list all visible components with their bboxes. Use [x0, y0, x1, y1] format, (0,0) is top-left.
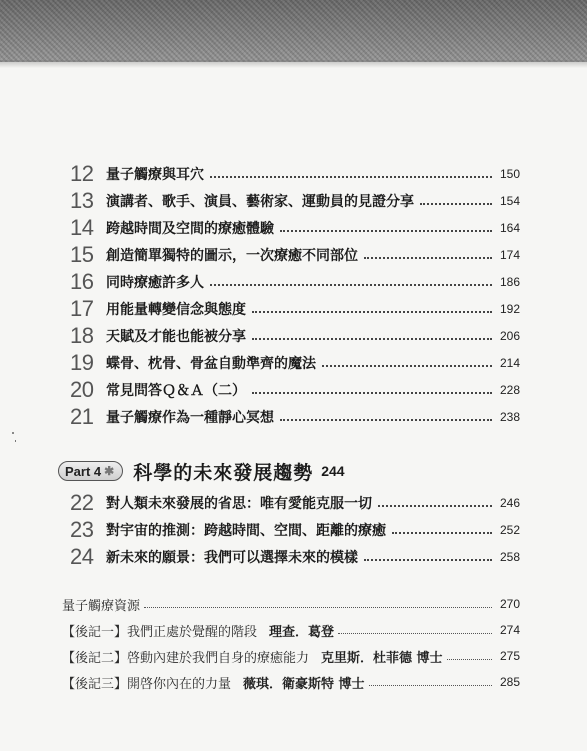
- chapter-title: 量子觸療作為一種靜心冥想: [106, 410, 274, 426]
- page-number: 192: [499, 302, 520, 316]
- toc-entry[interactable]: [70, 268, 520, 296]
- chapter-number: 18: [70, 323, 94, 348]
- dot-leader: [280, 419, 492, 421]
- appendix-title: 【後記一】我們正處於覺醒的階段: [62, 624, 258, 640]
- dot-leader: [338, 633, 492, 634]
- toc-entry[interactable]: [70, 543, 520, 571]
- page-number: 228: [499, 383, 520, 397]
- appendix-title: 量子觸療資源: [62, 598, 141, 614]
- page-number: 154: [499, 194, 520, 208]
- chapter-number: 15: [70, 242, 94, 267]
- chapter-title: 對人類未來發展的省思：唯有愛能克服一切: [106, 496, 372, 512]
- chapter-number: 14: [70, 215, 94, 240]
- chapter-title: 蝶骨、枕骨、骨盆自動準齊的魔法: [106, 356, 316, 372]
- chapter-title: 天賦及才能也能被分享: [106, 329, 246, 345]
- appendix-title: 【後記三】開啓你內在的力量: [62, 676, 232, 692]
- appendix-title: 【後記二】啓動內建於我們自身的療癒能力: [62, 650, 310, 666]
- chapter-number: 19: [70, 350, 94, 375]
- page-number: 258: [499, 550, 520, 564]
- page-number: 275: [499, 649, 520, 663]
- dot-leader: [210, 176, 492, 178]
- dot-leader: [280, 230, 492, 232]
- dot-leader: [378, 505, 492, 507]
- chapter-title: 用能量轉變信念與態度: [106, 302, 246, 318]
- part-header[interactable]: [58, 458, 518, 484]
- dot-leader: [364, 257, 492, 259]
- chapter-title: 量子觸療與耳穴: [106, 167, 204, 183]
- part-title: 科學的未來發展趨勢: [133, 461, 314, 484]
- toc-entry[interactable]: [70, 376, 520, 404]
- page-number: 285: [499, 675, 520, 689]
- scan-speck: [12, 432, 14, 434]
- chapter-number: 16: [70, 269, 94, 294]
- appendix-author: 理查．葛登: [269, 624, 335, 640]
- header-shadow: [0, 60, 587, 68]
- dot-leader: [420, 203, 492, 205]
- toc-entry[interactable]: [70, 322, 520, 350]
- chapter-title: 對宇宙的推測：跨越時間、空間、距離的療癒: [106, 523, 386, 539]
- appendix-author: 薇琪．衛豪斯特 博士: [243, 676, 365, 692]
- chapter-title: 演講者、歌手、演員、藝術家、運動員的見證分享: [106, 194, 414, 210]
- dot-leader: [252, 311, 492, 313]
- page-number: 164: [499, 221, 520, 235]
- toc-entry[interactable]: [70, 489, 520, 517]
- dot-leader: [322, 365, 492, 367]
- dot-leader: [252, 392, 492, 394]
- chapter-number: 13: [70, 188, 94, 213]
- chapter-number: 17: [70, 296, 94, 321]
- scan-speck: [15, 440, 16, 442]
- swirl-icon: ✱: [104, 464, 115, 478]
- dot-leader: [392, 532, 492, 534]
- chapter-number: 12: [70, 161, 94, 186]
- toc-entry[interactable]: [70, 403, 520, 431]
- toc-entry[interactable]: [70, 241, 520, 269]
- chapter-number: 20: [70, 377, 94, 402]
- page-number: 238: [499, 410, 520, 424]
- appendix-entry[interactable]: [62, 618, 520, 642]
- dot-leader: [447, 659, 492, 660]
- toc-entry[interactable]: [70, 160, 520, 188]
- page-number: 252: [499, 523, 520, 537]
- page-number: 214: [499, 356, 520, 370]
- dot-leader: [210, 284, 492, 286]
- part-page-number: 244: [321, 463, 345, 479]
- part-badge-label: Part 4: [65, 463, 102, 479]
- page-number: 174: [499, 248, 520, 262]
- part-badge: [58, 461, 123, 481]
- page-number: 186: [499, 275, 520, 289]
- dot-leader: [369, 685, 492, 686]
- chapter-number: 24: [70, 544, 94, 569]
- chapter-title: 新未來的願景：我們可以選擇未來的模樣: [106, 550, 358, 566]
- dot-leader: [252, 338, 492, 340]
- chapter-number: 22: [70, 490, 94, 515]
- toc-entry[interactable]: [70, 187, 520, 215]
- chapter-title: 常見問答Ｑ＆Ａ（二）: [106, 383, 246, 399]
- appendix-entry[interactable]: [62, 670, 520, 694]
- dot-leader: [364, 559, 492, 561]
- chapter-title: 創造簡單獨特的圖示，一次療癒不同部位: [106, 248, 358, 264]
- scanned-header-texture: [0, 0, 587, 62]
- toc-entry[interactable]: [70, 349, 520, 377]
- appendix-entry[interactable]: [62, 592, 520, 616]
- page-number: 246: [499, 496, 520, 510]
- appendix-entry[interactable]: [62, 644, 520, 668]
- page-number: 206: [499, 329, 520, 343]
- chapter-number: 21: [70, 404, 94, 429]
- toc-entry[interactable]: [70, 214, 520, 242]
- page-number: 270: [499, 597, 520, 611]
- chapter-title: 跨越時間及空間的療癒體驗: [106, 221, 274, 237]
- page-number: 150: [499, 167, 520, 181]
- toc-entry[interactable]: [70, 516, 520, 544]
- dot-leader: [144, 607, 492, 608]
- appendix-author: 克里斯．杜菲德 博士: [321, 650, 443, 666]
- page-number: 274: [499, 623, 520, 637]
- chapter-title: 同時療癒許多人: [106, 275, 204, 291]
- toc-entry[interactable]: [70, 295, 520, 323]
- chapter-number: 23: [70, 517, 94, 542]
